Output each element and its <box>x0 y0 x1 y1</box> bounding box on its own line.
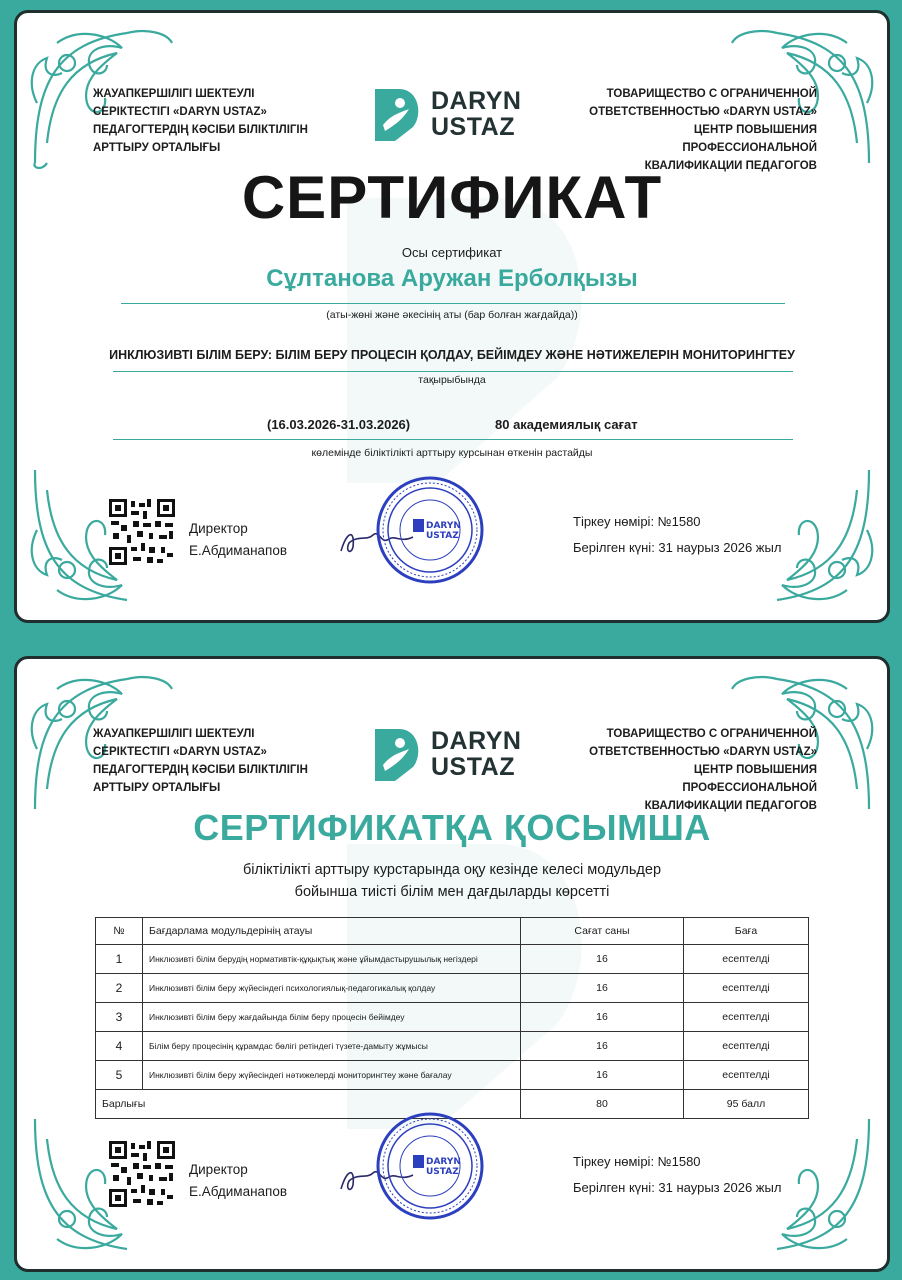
certificate-intro: Осы сертификат <box>401 245 503 260</box>
org-name-kz: ЖАУАПКЕРШІЛІГІ ШЕКТЕУЛІ СЕРІКТЕСТІГІ «DARYN USTAZ» ПЕДАГОГТЕРДІҢ КӘСІБИ БІЛІКТІЛІГІН АРТТЫРУ ОРТАЛЫҒЫ <box>93 88 308 154</box>
volume-caption: көлемінде біліктілікті арттыру курсынан өткенін растайды <box>311 447 593 459</box>
registration-block <box>573 509 781 561</box>
table-row <box>96 945 809 974</box>
divider <box>113 439 793 440</box>
row-num: 3 <box>96 1003 143 1032</box>
name-caption: (аты-жөні және әкесінің аты (бар болған жағдайда)) <box>326 309 578 321</box>
row-hours: 16 <box>521 1061 684 1090</box>
row-hours: 16 <box>521 945 684 974</box>
row-module-name: Инклюзивті білім берудің нормативтік-құқықтық және ұйымдастырушылық негіздері <box>143 945 521 974</box>
org-name-ru: ТОВАРИЩЕСТВО С ОГРАНИЧЕННОЙ ОТВЕТСТВЕННОСТЬЮ «DARYN USTAZ» ЦЕНТР ПОВЫШЕНИЯ ПРОФЕССИОНАЛЬНОЙ КВАЛИФИКАЦИИ ПЕДАГОГОВ <box>589 728 817 812</box>
row-num: 2 <box>96 974 143 1003</box>
supplement-title: СЕРТИФИКАТҚА ҚОСЫМША <box>193 807 711 848</box>
table-row <box>96 974 809 1003</box>
course-period: (16.03.2026-31.03.2026) <box>267 417 411 432</box>
registration-number: Тіркеу нөмірі: №1580 <box>573 514 701 529</box>
issue-date: Берілген күні: 31 наурыз 2026 жыл <box>573 540 782 555</box>
row-hours: 16 <box>521 974 684 1003</box>
supplement-subtitle-line2: бойынша тиісті білім мен дағдыларды көрсетті <box>294 884 610 900</box>
svg-text:USTAZ: USTAZ <box>426 1167 459 1177</box>
divider <box>113 371 793 372</box>
svg-text:USTAZ: USTAZ <box>426 531 459 541</box>
total-hours: 80 <box>521 1090 684 1119</box>
daryn-logo-icon <box>373 725 425 783</box>
row-module-name: Инклюзивті білім беру жағдайында білім беру процесін бейімдеу <box>143 1003 521 1032</box>
registration-number: Тіркеу нөмірі: №1580 <box>573 1154 701 1169</box>
official-stamp-icon <box>375 1111 485 1221</box>
row-grade: есептелді <box>684 945 809 974</box>
director-block <box>189 1159 287 1203</box>
daryn-ustaz-logo: DARYN USTAZ <box>373 85 543 145</box>
row-num: 5 <box>96 1061 143 1090</box>
supplement-sheet <box>14 656 890 1272</box>
director-name: Е.Абдиманапов <box>189 1184 288 1199</box>
row-hours: 16 <box>521 1003 684 1032</box>
row-num: 4 <box>96 1032 143 1061</box>
table-row <box>96 1003 809 1032</box>
divider <box>121 303 785 304</box>
row-grade: есептелді <box>684 974 809 1003</box>
org-name-kz: ЖАУАПКЕРШІЛІГІ ШЕКТЕУЛІ СЕРІКТЕСТІГІ «DARYN USTAZ» ПЕДАГОГТЕРДІҢ КӘСІБИ БІЛІКТІЛІГІН АРТТЫРУ ОРТАЛЫҒЫ <box>93 728 308 794</box>
row-module-name: Инклюзивті білім беру жүйесіндегі психологиялық-педагогикалық қолдау <box>143 974 521 1003</box>
svg-text:DARYN: DARYN <box>426 521 461 531</box>
row-num: 1 <box>96 945 143 974</box>
header-hours: Сағат саны <box>521 918 684 945</box>
row-grade: есептелді <box>684 1032 809 1061</box>
director-name: Е.Абдиманапов <box>189 543 288 558</box>
header-module-name: Бағдарлама модульдерінің атауы <box>143 918 521 945</box>
qr-code-icon <box>109 499 175 565</box>
supplement-subtitle-line1: біліктілікті арттыру курстарында оқу кезінде келесі модульдер <box>242 862 662 878</box>
org-name-ru: ТОВАРИЩЕСТВО С ОГРАНИЧЕННОЙ ОТВЕТСТВЕННОСТЬЮ «DARYN USTAZ» ЦЕНТР ПОВЫШЕНИЯ ПРОФЕССИОНАЛЬНОЙ КВАЛИФИКАЦИИ ПЕДАГОГОВ <box>589 88 817 172</box>
registration-block <box>573 1149 781 1201</box>
modules-table <box>95 917 809 1119</box>
director-block <box>189 518 287 562</box>
total-label: Барлығы <box>96 1090 521 1119</box>
svg-text:DARYN: DARYN <box>426 1157 461 1167</box>
row-module-name: Инклюзивті білім беру жүйесіндегі нәтижелерді мониторингтеу және бағалау <box>143 1061 521 1090</box>
row-hours: 16 <box>521 1032 684 1061</box>
daryn-ustaz-logo: DARYN USTAZ <box>373 725 543 785</box>
qr-code-icon <box>109 1141 175 1207</box>
course-hours: 80 академиялық сағат <box>495 417 638 432</box>
row-module-name: Білім беру процесінің құрамдас бөлігі ретіндегі түзете-дамыту жұмысы <box>143 1032 521 1061</box>
table-header-row <box>96 918 809 945</box>
certificate-sheet <box>14 10 890 623</box>
table-row <box>96 1061 809 1090</box>
recipient-name: Сұлтанова Аружан Ерболқызы <box>266 265 638 292</box>
row-grade: есептелді <box>684 1003 809 1032</box>
director-title: Директор <box>189 1162 248 1177</box>
header-num: № <box>96 918 143 945</box>
total-grade: 95 балл <box>684 1090 809 1119</box>
director-title: Директор <box>189 521 248 536</box>
certificate-title: СЕРТИФИКАТ <box>241 164 663 231</box>
header-grade: Баға <box>684 918 809 945</box>
table-row <box>96 1032 809 1061</box>
course-title: ИНКЛЮЗИВТІ БІЛІМ БЕРУ: БІЛІМ БЕРУ ПРОЦЕСІН ҚОЛДАУ, БЕЙІМДЕУ ЖӘНЕ НӘТИЖЕЛЕРІН МОНИТОРИНГТЕУ <box>109 348 795 362</box>
issue-date: Берілген күні: 31 наурыз 2026 жыл <box>573 1180 782 1195</box>
daryn-logo-icon <box>373 85 425 143</box>
official-stamp-icon <box>375 475 485 585</box>
row-grade: есептелді <box>684 1061 809 1090</box>
course-caption: тақырыбында <box>418 374 486 386</box>
